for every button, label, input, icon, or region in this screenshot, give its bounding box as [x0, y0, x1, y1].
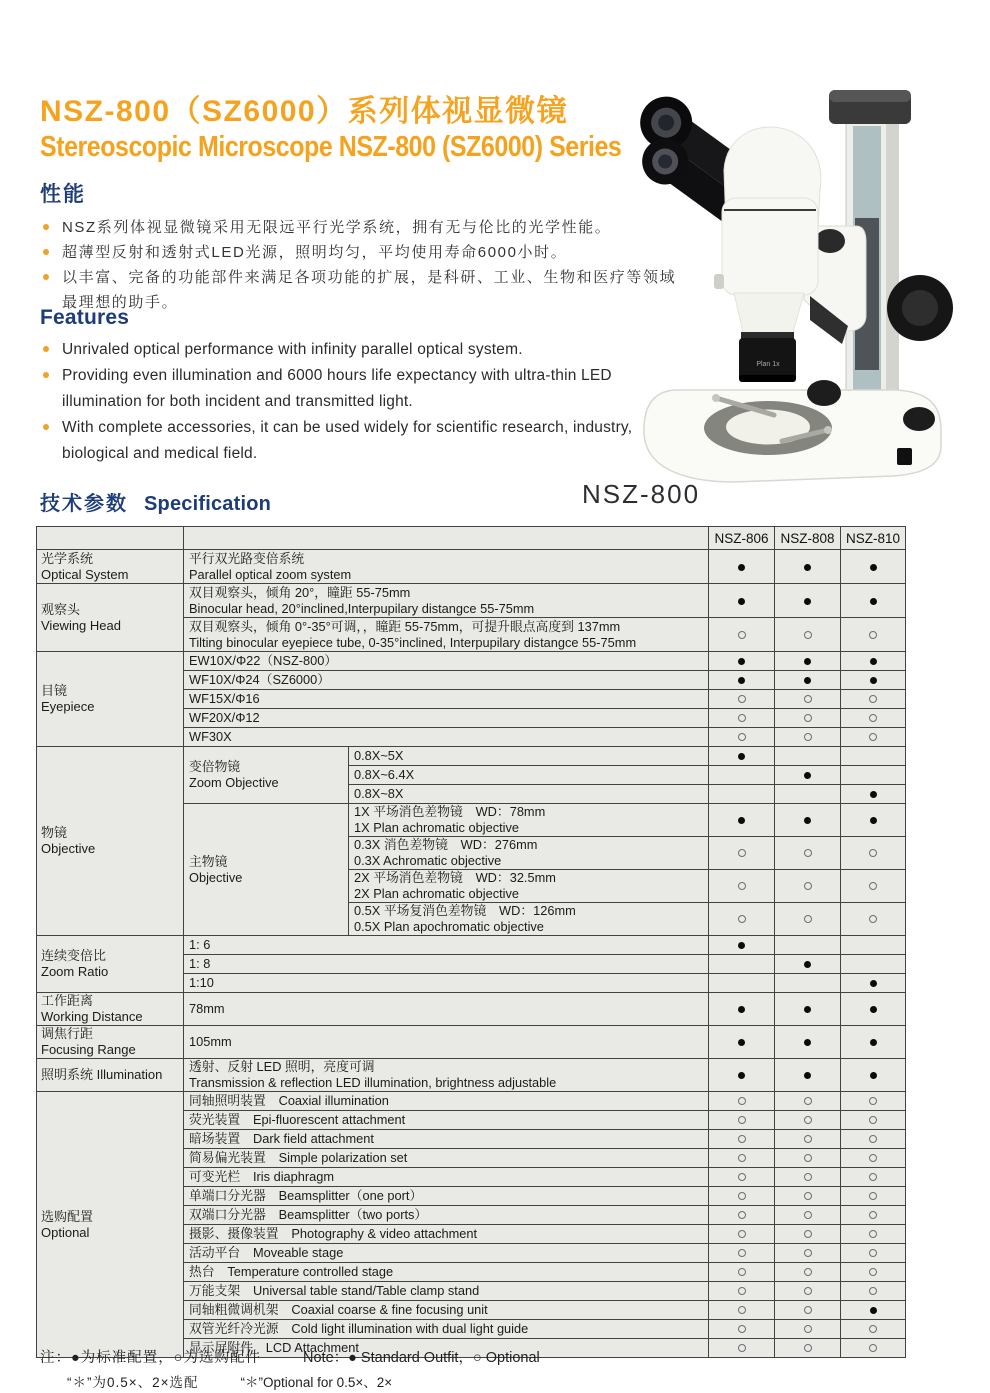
optional-circle	[869, 1249, 877, 1257]
availability-cell	[709, 1026, 775, 1059]
availability-cell	[709, 709, 775, 728]
availability-cell	[841, 903, 906, 936]
optional-circle	[804, 733, 812, 741]
availability-cell	[775, 671, 841, 690]
spec-description-cell: 暗场装置 Dark field attachment	[184, 1130, 709, 1149]
spec-description-cell: 荧光装置 Epi-fluorescent attachment	[184, 1111, 709, 1130]
availability-cell	[775, 728, 841, 747]
table-row	[37, 652, 906, 671]
spec-description-cell: 活动平台 Moveable stage	[184, 1244, 709, 1263]
spec-description-cell: WF15X/Φ16	[184, 690, 709, 709]
spec-description-cell: WF30X	[184, 728, 709, 747]
spec-description-cell: 双管光纤冷光源 Cold light illumination with dual light guide	[184, 1320, 709, 1339]
optional-circle	[869, 1154, 877, 1162]
availability-cell	[775, 584, 841, 618]
spec-description-cell: 热台 Temperature controlled stage	[184, 1263, 709, 1282]
bullet-item	[40, 415, 640, 467]
spec-description-cell: 0.8X~6.4X	[349, 766, 709, 785]
availability-cell	[775, 1301, 841, 1320]
availability-cell	[775, 1206, 841, 1225]
optional-circle	[804, 1211, 812, 1219]
spec-description-cell: 双目观察头，倾角 20°，瞳距 55-75mm Binocular head, 20°inclined,Interpupilary distangce 55-75mm	[184, 584, 709, 618]
standard-outfit-dot	[738, 753, 745, 760]
optional-circle	[869, 631, 877, 639]
availability-cell	[775, 993, 841, 1026]
availability-cell	[709, 652, 775, 671]
availability-cell	[709, 1206, 775, 1225]
optional-circle	[804, 1154, 812, 1162]
standard-outfit-dot	[738, 1072, 745, 1079]
standard-outfit-dot	[870, 1006, 877, 1013]
availability-cell	[709, 671, 775, 690]
availability-cell	[709, 618, 775, 652]
availability-cell	[841, 671, 906, 690]
bullet-text: Unrivaled optical performance with infinity parallel optical system.	[62, 341, 523, 358]
notes	[40, 1346, 950, 1391]
table-row	[37, 1092, 906, 1111]
spec-heading	[40, 487, 271, 516]
note2-zh: “＊”为0.5×、2×选配	[67, 1375, 199, 1390]
table-row	[37, 584, 906, 618]
features-section	[40, 306, 640, 467]
standard-outfit-dot	[738, 942, 745, 949]
availability-cell	[841, 837, 906, 870]
optional-circle	[804, 1192, 812, 1200]
availability-cell	[775, 1168, 841, 1187]
standard-outfit-dot	[870, 1039, 877, 1046]
availability-cell	[775, 766, 841, 785]
spec-description-cell: 78mm	[184, 993, 709, 1026]
optional-circle	[869, 733, 877, 741]
availability-cell	[775, 903, 841, 936]
spec-description-cell: 简易偏光装置 Simple polarization set	[184, 1149, 709, 1168]
category-cell: 目镜 Eyepiece	[37, 652, 184, 747]
optional-circle	[738, 1173, 746, 1181]
availability-cell	[709, 1149, 775, 1168]
spec-description-cell: 2X 平场消色差物镜 WD：32.5mm 2X Plan achromatic objective	[349, 870, 709, 903]
bullet-dot-icon	[43, 249, 49, 255]
availability-cell	[841, 1282, 906, 1301]
availability-cell	[775, 690, 841, 709]
illumination-knob	[807, 380, 841, 406]
optional-circle	[738, 1135, 746, 1143]
optional-circle	[738, 631, 746, 639]
availability-cell	[709, 955, 775, 974]
standard-outfit-dot	[804, 1006, 811, 1013]
optional-circle	[869, 1287, 877, 1295]
availability-cell	[841, 974, 906, 993]
standard-outfit-dot	[870, 658, 877, 665]
availability-cell	[775, 618, 841, 652]
model-column-header: NSZ-806	[709, 527, 775, 550]
table-row	[37, 1059, 906, 1092]
optional-circle	[804, 882, 812, 890]
spec-table	[36, 526, 906, 1358]
availability-cell	[709, 1282, 775, 1301]
table-row	[37, 993, 906, 1026]
optional-circle	[869, 1135, 877, 1143]
optional-circle	[738, 1097, 746, 1105]
availability-cell	[841, 550, 906, 584]
performance-section	[40, 178, 690, 315]
availability-cell	[775, 804, 841, 837]
standard-outfit-dot	[738, 658, 745, 665]
spec-description-cell: 0.8X~5X	[349, 747, 709, 766]
illumination-knob	[903, 407, 935, 431]
availability-cell	[775, 1059, 841, 1092]
table-row	[37, 550, 906, 584]
standard-outfit-dot	[738, 677, 745, 684]
note-line-2	[67, 1371, 950, 1391]
optional-circle	[869, 1116, 877, 1124]
availability-cell	[841, 1263, 906, 1282]
availability-cell	[709, 728, 775, 747]
note1-zh: 注：●为标准配置，○为选购配件	[40, 1350, 262, 1366]
optional-circle	[804, 849, 812, 857]
availability-cell	[841, 785, 906, 804]
optional-circle	[738, 1325, 746, 1333]
spec-description-cell: 显示屏附件 LCD Attachment	[184, 1339, 709, 1358]
spec-description-cell: 0.3X 消色差物镜 WD：276mm 0.3X Achromatic objective	[349, 837, 709, 870]
availability-cell	[841, 766, 906, 785]
optional-circle	[804, 1135, 812, 1143]
optional-circle	[869, 882, 877, 890]
standard-outfit-dot	[804, 772, 811, 779]
availability-cell	[775, 1225, 841, 1244]
bullet-dot-icon	[43, 224, 49, 230]
availability-cell	[709, 1225, 775, 1244]
spec-description-cell: EW10X/Φ22（NSZ-800）	[184, 652, 709, 671]
standard-outfit-dot	[738, 817, 745, 824]
bullet-item	[40, 215, 690, 240]
bullet-dot-icon	[43, 424, 49, 430]
optional-circle	[804, 915, 812, 923]
optional-circle	[738, 1249, 746, 1257]
availability-cell	[709, 584, 775, 618]
bullet-text: 以丰富、完备的功能部件来满足各项功能的扩展，是科研、工业、生物和医疗等领域最理想的助手。	[62, 269, 677, 311]
availability-cell	[775, 1244, 841, 1263]
standard-outfit-dot	[738, 564, 745, 571]
standard-outfit-dot	[804, 658, 811, 665]
availability-cell	[709, 1168, 775, 1187]
availability-cell	[709, 903, 775, 936]
spec-description-cell: WF20X/Φ12	[184, 709, 709, 728]
availability-cell	[775, 870, 841, 903]
spec-description-cell: 0.5X 平场复消色差物镜 WD：126mm 0.5X Plan apochromatic objective	[349, 903, 709, 936]
spec-heading-zh: 技术参数	[40, 493, 128, 515]
bullet-item	[40, 363, 640, 415]
availability-cell	[775, 1263, 841, 1282]
optional-circle	[804, 1268, 812, 1276]
optional-circle	[804, 1249, 812, 1257]
page-title-en: Stereoscopic Microscope NSZ-800 (SZ6000) Series	[40, 131, 622, 163]
standard-outfit-dot	[738, 1039, 745, 1046]
header-blank-cell	[184, 527, 709, 550]
spec-description-cell: 1: 6	[184, 936, 709, 955]
optional-circle	[738, 915, 746, 923]
spec-description-cell: 透射、反射 LED 照明，亮度可调 Transmission & reflection LED illumination, brightness adjustable	[184, 1059, 709, 1092]
optional-circle	[738, 1230, 746, 1238]
standard-outfit-dot	[804, 564, 811, 571]
header-blank-cell	[37, 527, 184, 550]
standard-outfit-dot	[870, 980, 877, 987]
optional-circle	[869, 1268, 877, 1276]
spec-description-cell: 可变光栏 Iris diaphragm	[184, 1168, 709, 1187]
standard-outfit-dot	[738, 598, 745, 605]
availability-cell	[709, 974, 775, 993]
availability-cell	[709, 747, 775, 766]
objective-label: Plan 1x	[756, 361, 780, 368]
availability-cell	[841, 1026, 906, 1059]
availability-cell	[709, 1111, 775, 1130]
standard-outfit-dot	[804, 1039, 811, 1046]
optional-circle	[738, 882, 746, 890]
standard-outfit-dot	[804, 1072, 811, 1079]
table-row	[37, 747, 906, 766]
availability-cell	[841, 1187, 906, 1206]
availability-cell	[709, 1263, 775, 1282]
availability-cell	[775, 1026, 841, 1059]
availability-cell	[841, 1130, 906, 1149]
category-cell: 调焦行距 Focusing Range	[37, 1026, 184, 1059]
availability-cell	[841, 709, 906, 728]
optional-circle	[804, 1116, 812, 1124]
spec-heading-en: Specification	[144, 493, 272, 515]
category-cell: 物镜 Objective	[37, 747, 184, 936]
optional-circle	[804, 1325, 812, 1333]
optional-circle	[738, 1192, 746, 1200]
availability-cell	[841, 618, 906, 652]
standard-outfit-dot	[870, 1072, 877, 1079]
availability-cell	[775, 837, 841, 870]
standard-outfit-dot	[870, 791, 877, 798]
category-cell: 照明系统 Illumination	[37, 1059, 184, 1092]
category-cell: 观察头 Viewing Head	[37, 584, 184, 652]
note1-en: Note：● Standard Outfit，○ Optional	[303, 1350, 540, 1366]
standard-outfit-dot	[870, 817, 877, 824]
optional-circle	[804, 1306, 812, 1314]
availability-cell	[775, 550, 841, 584]
bullet-text: NSZ系列体视显微镜采用无限远平行光学系统，拥有无与伦比的光学性能。	[62, 219, 612, 236]
optional-circle	[804, 714, 812, 722]
availability-cell	[709, 550, 775, 584]
model-column-header: NSZ-810	[841, 527, 906, 550]
optional-circle	[804, 695, 812, 703]
standard-outfit-dot	[804, 598, 811, 605]
note-line-1	[40, 1346, 950, 1367]
optional-circle	[738, 1287, 746, 1295]
bullet-item	[40, 337, 640, 363]
category-cell: 工作距离 Working Distance	[37, 993, 184, 1026]
standard-outfit-dot	[870, 564, 877, 571]
spec-description-cell: 0.8X~8X	[349, 785, 709, 804]
optional-circle	[738, 1306, 746, 1314]
availability-cell	[709, 1320, 775, 1339]
standard-outfit-dot	[804, 961, 811, 968]
availability-cell	[709, 1187, 775, 1206]
optional-circle	[738, 849, 746, 857]
availability-cell	[709, 837, 775, 870]
optional-circle	[869, 714, 877, 722]
optional-circle	[738, 695, 746, 703]
optional-circle	[869, 695, 877, 703]
standard-outfit-dot	[870, 677, 877, 684]
table-row	[37, 1026, 906, 1059]
optional-circle	[869, 1325, 877, 1333]
availability-cell	[841, 936, 906, 955]
optional-circle	[869, 1192, 877, 1200]
availability-cell	[775, 1111, 841, 1130]
optional-circle	[869, 1230, 877, 1238]
bullet-text: 超薄型反射和透射式LED光源，照明均匀，平均使用寿命6000小时。	[62, 244, 568, 261]
standard-outfit-dot	[804, 677, 811, 684]
availability-cell	[709, 993, 775, 1026]
optional-circle	[869, 915, 877, 923]
category-cell: 连续变倍比 Zoom Ratio	[37, 936, 184, 993]
optional-circle	[804, 1230, 812, 1238]
optional-circle	[738, 1154, 746, 1162]
availability-cell	[775, 1149, 841, 1168]
availability-cell	[841, 1206, 906, 1225]
availability-cell	[709, 936, 775, 955]
availability-cell	[709, 804, 775, 837]
note2-en: “＊”Optional for 0.5×、2×	[240, 1375, 393, 1390]
features-heading: Features	[40, 306, 130, 329]
table-row	[37, 936, 906, 955]
subcategory-cell: 变倍物镜 Zoom Objective	[184, 747, 349, 804]
availability-cell	[709, 1130, 775, 1149]
availability-cell	[775, 652, 841, 671]
availability-cell	[709, 870, 775, 903]
availability-cell	[841, 1320, 906, 1339]
availability-cell	[841, 870, 906, 903]
model-caption: NSZ-800	[582, 479, 701, 509]
page-title-zh: NSZ-800（SZ6000）系列体视显微镜	[40, 95, 569, 128]
bullet-text: With complete accessories, it can be used widely for scientific research, industry, biological and medical field.	[62, 419, 633, 462]
optional-circle	[804, 1097, 812, 1105]
availability-cell	[841, 1168, 906, 1187]
availability-cell	[841, 652, 906, 671]
spec-description-cell: 万能支架 Universal table stand/Table clamp stand	[184, 1282, 709, 1301]
availability-cell	[775, 1187, 841, 1206]
availability-cell	[841, 1301, 906, 1320]
category-cell: 选购配置 Optional	[37, 1092, 184, 1358]
spec-description-cell: 同轴照明装置 Coaxial illumination	[184, 1092, 709, 1111]
optional-circle	[738, 733, 746, 741]
standard-outfit-dot	[738, 1006, 745, 1013]
availability-cell	[775, 936, 841, 955]
availability-cell	[775, 709, 841, 728]
availability-cell	[841, 955, 906, 974]
bullet-dot-icon	[43, 274, 49, 280]
availability-cell	[709, 1059, 775, 1092]
availability-cell	[841, 1059, 906, 1092]
optional-circle	[869, 1211, 877, 1219]
availability-cell	[841, 1092, 906, 1111]
spec-description-cell: 1:10	[184, 974, 709, 993]
optional-circle	[869, 849, 877, 857]
optional-circle	[804, 1173, 812, 1181]
optional-circle	[804, 1287, 812, 1295]
availability-cell	[775, 1282, 841, 1301]
spec-description-cell: 1X 平场消色差物镜 WD：78mm 1X Plan achromatic objective	[349, 804, 709, 837]
lower-pod	[734, 293, 804, 336]
availability-cell	[841, 1244, 906, 1263]
availability-cell	[841, 584, 906, 618]
features-bullet-list	[40, 337, 640, 467]
spec-description-cell: 单端口分光器 Beamsplitter（one port）	[184, 1187, 709, 1206]
availability-cell	[775, 974, 841, 993]
spec-header-row	[37, 527, 906, 550]
performance-heading: 性能	[40, 183, 86, 206]
spec-description-cell: 105mm	[184, 1026, 709, 1059]
optional-circle	[804, 631, 812, 639]
spec-description-cell: 双端口分光器 Beamsplitter（two ports）	[184, 1206, 709, 1225]
optional-circle	[738, 1116, 746, 1124]
availability-cell	[709, 1301, 775, 1320]
head-body	[722, 198, 818, 295]
spec-description-cell: 平行双光路变倍系统 Parallel optical zoom system	[184, 550, 709, 584]
zoom-knob	[815, 229, 845, 253]
availability-cell	[709, 1244, 775, 1263]
optional-circle	[869, 1097, 877, 1105]
bullet-item	[40, 240, 690, 265]
standard-outfit-dot	[870, 598, 877, 605]
category-cell: 光学系统 Optical System	[37, 550, 184, 584]
availability-cell	[775, 955, 841, 974]
availability-cell	[775, 1320, 841, 1339]
spec-description-cell: 摄影、摄像装置 Photography & video attachment	[184, 1225, 709, 1244]
power-switch	[897, 448, 912, 465]
availability-cell	[775, 785, 841, 804]
availability-cell	[841, 804, 906, 837]
availability-cell	[775, 747, 841, 766]
standard-outfit-dot	[870, 1307, 877, 1314]
optional-circle	[738, 714, 746, 722]
optional-circle	[869, 1173, 877, 1181]
availability-cell	[841, 690, 906, 709]
spec-description-cell: 同轴粗微调机架 Coaxial coarse & fine focusing unit	[184, 1301, 709, 1320]
bullet-dot-icon	[43, 372, 49, 378]
performance-bullet-list	[40, 215, 690, 315]
availability-cell	[841, 1225, 906, 1244]
availability-cell	[775, 1130, 841, 1149]
availability-cell	[841, 1149, 906, 1168]
optional-circle	[738, 1211, 746, 1219]
bullet-text: Providing even illumination and 6000 hours life expectancy with ultra-thin LED illumination for both incident and transmitted light.	[62, 367, 612, 410]
optional-circle	[738, 1268, 746, 1276]
model-column-header: NSZ-808	[775, 527, 841, 550]
availability-cell	[709, 1092, 775, 1111]
standard-outfit-dot	[804, 817, 811, 824]
spec-description-cell: 双目观察头，倾角 0°-35°可调，，瞳距 55-75mm，可提升眼点高度到 137mm Tilting binocular eyepiece tube, 0-35°inclined, Interpupilary distangce 55-75mm	[184, 618, 709, 652]
subcategory-cell: 主物镜 Objective	[184, 804, 349, 936]
availability-cell	[709, 785, 775, 804]
availability-cell	[841, 728, 906, 747]
bullet-dot-icon	[43, 346, 49, 352]
spec-description-cell: 1: 8	[184, 955, 709, 974]
availability-cell	[709, 766, 775, 785]
availability-cell	[841, 993, 906, 1026]
availability-cell	[775, 1092, 841, 1111]
availability-cell	[709, 690, 775, 709]
availability-cell	[841, 1111, 906, 1130]
spec-description-cell: WF10X/Φ24（SZ6000）	[184, 671, 709, 690]
availability-cell	[841, 747, 906, 766]
